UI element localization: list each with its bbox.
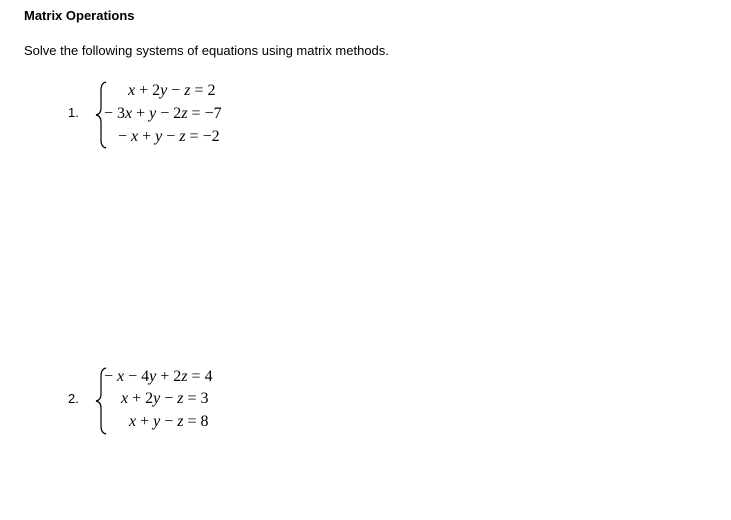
equation: x + y − z = 8: [129, 413, 209, 430]
page-title: Matrix Operations: [24, 8, 135, 23]
equation: − 3x + y − 2z = −7: [104, 105, 222, 122]
problem-number: 2.: [68, 391, 79, 406]
equation: x + 2y − z = 3: [121, 390, 209, 407]
problem-number: 1.: [68, 105, 79, 120]
equation: − x + y − z = −2: [118, 128, 220, 145]
equation: − x − 4y + 2z = 4: [104, 368, 213, 385]
equation: x + 2y − z = 2: [128, 82, 216, 99]
instructions: Solve the following systems of equations using matrix methods.: [24, 43, 389, 58]
